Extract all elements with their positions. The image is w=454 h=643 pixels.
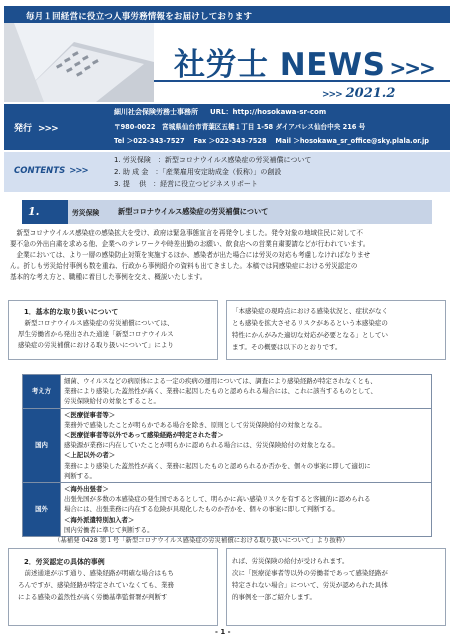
table-body [23, 375, 432, 537]
handling-summary-table [22, 374, 432, 537]
paragraph-line: 企業においては、より一層の感染防止対策を実施するほか、感染者が出た場合には労災の対応も考慮しなければなりませ [10, 250, 371, 259]
right-text-line: 特性にかんがみた適切な対応が必要となる」としてい [232, 331, 388, 339]
table-text-line: 労災保険給付の対象とすること。 [64, 397, 160, 406]
publisher-label [14, 121, 58, 134]
publisher-band [4, 104, 450, 150]
issue-arrows: >>> [322, 90, 342, 100]
left-text-line: 厚生労働省から発出された通達「新型コロナウイルス [18, 330, 174, 338]
table-text-line: 細菌、ウイルスなどの病原体による一定の疾病の運用については、調査により感染経路が特定されなくとも、 [64, 377, 377, 385]
right-text-line: ます。その概要は以下のとおりです。 [232, 343, 342, 351]
left-text-line: 新型コロナウイルス感染症の労災補償については、 [18, 319, 174, 327]
masthead-arrows: >>> [389, 56, 434, 80]
table-subheading: ＜海外派遣特別加入者＞ [64, 515, 135, 524]
table-text-line: 判断する。 [64, 471, 96, 480]
page-number: - 1 - [215, 628, 231, 636]
table-subheading: ＜医療従事者等以外であって感染経路が特定された者＞ [64, 431, 224, 440]
contents-label-text: CONTENTS [14, 166, 66, 176]
publisher-arrows: >>> [38, 124, 58, 134]
section-1-title: 新型コロナウイルス感染症の労災補償について [118, 207, 269, 216]
office-contact: Tel ＞022-343-7527 Fax ＞022-343-7528 Mail ＞hosokawa_sr_office@sky.plala.or.jp [114, 137, 430, 145]
table-text-line: 業務により感染した蓋然性が高く、業務に起因したものと認められる場合には、これに該当するものとして、 [64, 387, 377, 396]
table-row [23, 408, 432, 482]
table-text-line: 業務により感染した蓋然性が高く、業務に起因したものと認められるか否かを、個々の事案に即して適切に [64, 461, 371, 470]
issue-number: 2021.2 [345, 86, 396, 101]
table-row-body [61, 408, 432, 482]
paragraph-line: 基本的な考え方と、職種に着目した事例を交え、概説いたします。 [10, 272, 207, 281]
table-text-line: 感染源が業務に内在していたことが明らかに認められる場合には、労災保険給付の対象となる。 [64, 441, 339, 450]
table-row-body [61, 375, 432, 409]
section-1-header [22, 200, 432, 224]
tagline: 毎月１回経営に役立つ人事労務情報をお届けしております [26, 12, 253, 22]
section-1-tag: 労災保険 [72, 209, 100, 217]
table-row-head: 国内 [23, 408, 61, 482]
basic-handling-heading: 1．基本的な取り扱いについて [24, 308, 119, 316]
table-row-head: 国外 [23, 483, 61, 537]
intro-paragraph [10, 228, 444, 283]
contents-band [4, 152, 450, 192]
left-text-line: 感染症の労災補償における取り扱いについて」により [18, 341, 174, 349]
office-url[interactable]: http://hosokawa-sr-com [232, 108, 327, 116]
right-text-line: とも感染を拡大させるリスクがあるという本感染症の [232, 319, 388, 327]
section2-right-line: れば、労災保険の給付が受けられます。 [232, 557, 349, 565]
toc-item-2: 2. 助 成 金 ：「産業雇用安定助成金（仮称）」の創設 [114, 168, 282, 176]
issue-date [322, 86, 395, 101]
section2-right-line: 的事例を一部ご紹介します。 [232, 593, 316, 601]
toc-item-1: 1. 労災保険 ：新型コロナウイルス感染症の労災補償について [114, 156, 312, 164]
contents-arrows: >>> [69, 166, 88, 176]
table-row-body [61, 483, 432, 537]
paragraph-line: 要不急の外出自粛を求める他、企業へのテレワークや時差出勤のお願い、飲食店への営業自粛要請などが行われています。 [10, 239, 370, 248]
table-row [23, 375, 432, 409]
office-address: 〒980-0022 宮城県仙台市青葉区五橋１丁目 1-58 ダイアパレス仙台中央 216 号 [114, 123, 366, 131]
table-subheading: ＜医療従事者等＞ [64, 410, 116, 419]
masthead-title-text: 社労士 NEWS [174, 47, 386, 83]
table-subheading: ＜海外出張者＞ [64, 485, 109, 494]
source-note: （基補発 0428 第１号「新型コロナウイルス感染症の労災補償における取り扱いについて」より抜粋） [54, 536, 349, 544]
toc-item-3: 3. 提 供 ：経営に役立つビジネスリポート [114, 180, 258, 188]
right-text-line: 「本感染症の現時点における感染状況と、症状がなく [232, 307, 388, 315]
section2-left-line: ろんですが、感染経路が特定されていなくても、業務 [18, 581, 174, 589]
masthead-banner [4, 6, 450, 102]
publisher-label-text: 発行 [14, 124, 33, 134]
url-label: URL： [210, 108, 233, 116]
table-row [23, 483, 432, 537]
contents-label [14, 166, 88, 176]
paragraph-line: ん。折しも労災給付事例も数を重ね、行政から事例紹介の資料も出てきました。本稿では同感染症における労災認定の [10, 261, 358, 270]
table-text-line: 出張先国が多数の本感染症の発生国であるとして、明らかに高い感染リスクを有すると客観的に認められる [64, 495, 371, 504]
section2-left-line: による感染の蓋然性が高く労働基準監督署が判断す [18, 593, 168, 601]
table-text-line: 場合には、出張業務に内在する危険が具現化したものか否かを、個々の事案に即して判断する。 [64, 505, 339, 514]
section2-right-line: 特定されない場合」について、労災が認められた具体 [232, 581, 388, 589]
table-row-head: 考え方 [23, 375, 61, 409]
section2-left-line: 前述通達が示す通り、感染経路が明確な場合はもち [18, 569, 174, 577]
section-1-number: 1. [22, 200, 68, 224]
case-examples-heading: 2．労災認定の具体的事例 [24, 558, 105, 566]
office-name: 細川社会保険労務士事務所 [114, 108, 198, 116]
masthead-title [174, 39, 434, 84]
table-text-line: 業務外で感染したことが明らかである場合を除き、原則として労災保険給付の対象となる。 [64, 420, 326, 429]
office-line [114, 107, 326, 117]
paragraph-line: 新型コロナウイルス感染症の感染拡大を受け、政府は緊急事態宣言を再発令しました。発令対象の地域住民に対して不 [10, 229, 363, 237]
section2-right-line: 次に「医療従事者等以外の労働者であって感染経路が [232, 569, 388, 577]
table-subheading: ＜上記以外の者＞ [64, 451, 116, 460]
table-text-line: 国内労働者に準じて判断する。 [64, 525, 154, 534]
